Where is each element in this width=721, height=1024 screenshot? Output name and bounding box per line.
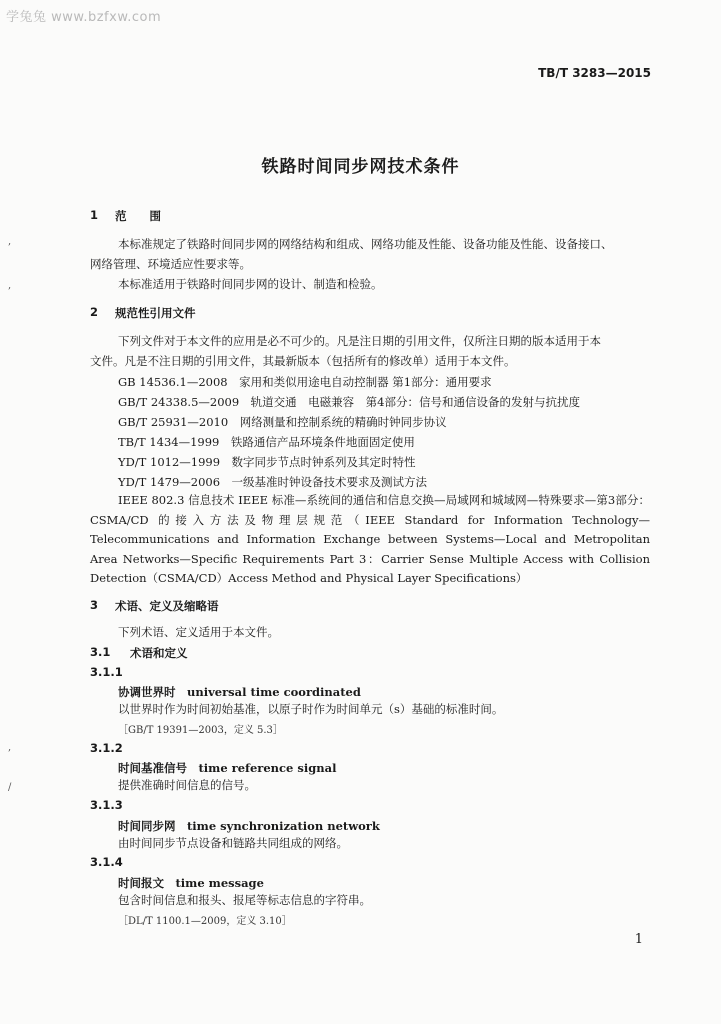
subsection-3-1-number: 3.1 <box>90 645 111 659</box>
reference-item: TB/T 1434—1999 铁路通信产品环境条件地面固定使用 <box>118 435 415 449</box>
margin-mark: / <box>8 782 12 793</box>
section-1-number: 1 <box>90 208 99 222</box>
section-2-intro-line-1: 下列文件对于本文件的应用是必不可少的。凡是注日期的引用文件，仅所注日期的版本适用于本 <box>118 334 601 348</box>
watermark: 学兔兔 www.bzfxw.com <box>6 10 162 25</box>
section-3-intro: 下列术语、定义适用于本文件。 <box>118 625 279 639</box>
term-title: 时间同步网 time synchronization network <box>118 819 380 833</box>
margin-mark: , <box>8 280 12 291</box>
ieee-reference-text: IEEE 802.3 信息技术 IEEE 标准—系统间的通信和信息交换—局域网和城域网—特殊要求—第3部分：CSMA/CD 的接入方法及物理层规范（IEEE Standard for Information Technology—Telecommunications and Information Exchange between Systems—Local and Metropolitan Area Networks—Specific Requirements Part 3：Carrier Sense Multiple Access with Collision Detection（CSMA/CD）Access Method and Physical Layer Specifications） <box>90 493 650 585</box>
reference-item: GB 14536.1—2008 家用和类似用途电自动控制器 第1部分：通用要求 <box>118 375 492 389</box>
page-number: 1 <box>634 932 643 947</box>
section-3-number: 3 <box>90 598 99 612</box>
margin-mark: , <box>8 742 12 753</box>
term-number: 3.1.1 <box>90 665 123 679</box>
term-number: 3.1.2 <box>90 741 123 755</box>
section-1-heading: 范 围 <box>115 209 161 223</box>
section-3-heading: 术语、定义及缩略语 <box>115 599 219 613</box>
term-definition: 由时间同步节点设备和链路共同组成的网络。 <box>118 836 348 850</box>
term-definition: 以世界时作为时间初始基准，以原子时作为时间单元（s）基础的标准时间。 <box>118 702 504 716</box>
section-2-intro-line-2: 文件。凡是不注日期的引用文件，其最新版本（包括所有的修改单）适用于本文件。 <box>90 354 516 368</box>
margin-mark: , <box>8 236 12 247</box>
term-title: 协调世界时 universal time coordinated <box>118 685 361 699</box>
ieee-reference <box>90 491 650 589</box>
section-2-heading: 规范性引用文件 <box>115 306 196 320</box>
section-2-number: 2 <box>90 305 99 319</box>
reference-item: YD/T 1012—1999 数字同步节点时钟系列及其定时特性 <box>118 455 416 469</box>
subsection-3-1-heading: 术语和定义 <box>130 646 188 660</box>
term-number: 3.1.4 <box>90 855 123 869</box>
reference-item: GB/T 24338.5—2009 轨道交通 电磁兼容 第4部分：信号和通信设备的发射与抗扰度 <box>118 395 580 409</box>
reference-item: YD/T 1479—2006 一级基准时钟设备技术要求及测试方法 <box>118 475 428 489</box>
document-number: TB/T 3283—2015 <box>538 66 651 80</box>
term-title: 时间报文 time message <box>118 876 264 890</box>
term-source: ［GB/T 19391—2003，定义 5.3］ <box>118 725 283 736</box>
term-title: 时间基准信号 time reference signal <box>118 761 337 775</box>
section-1-paragraph-1-line-1: 本标准规定了铁路时间同步网的网络结构和组成、网络功能及性能、设备功能及性能、设备接口、 <box>118 237 613 251</box>
term-definition: 包含时间信息和报头、报尾等标志信息的字符串。 <box>118 893 371 907</box>
section-1-paragraph-2: 本标准适用于铁路时间同步网的设计、制造和检验。 <box>118 277 383 291</box>
section-1-paragraph-1-line-2: 网络管理、环境适应性要求等。 <box>90 257 251 271</box>
term-number: 3.1.3 <box>90 798 123 812</box>
page-title: 铁路时间同步网技术条件 <box>261 157 460 177</box>
term-definition: 提供准确时间信息的信号。 <box>118 778 256 792</box>
reference-item: GB/T 25931—2010 网络测量和控制系统的精确时钟同步协议 <box>118 415 447 429</box>
term-source: ［DL/T 1100.1—2009，定义 3.10］ <box>118 916 292 927</box>
